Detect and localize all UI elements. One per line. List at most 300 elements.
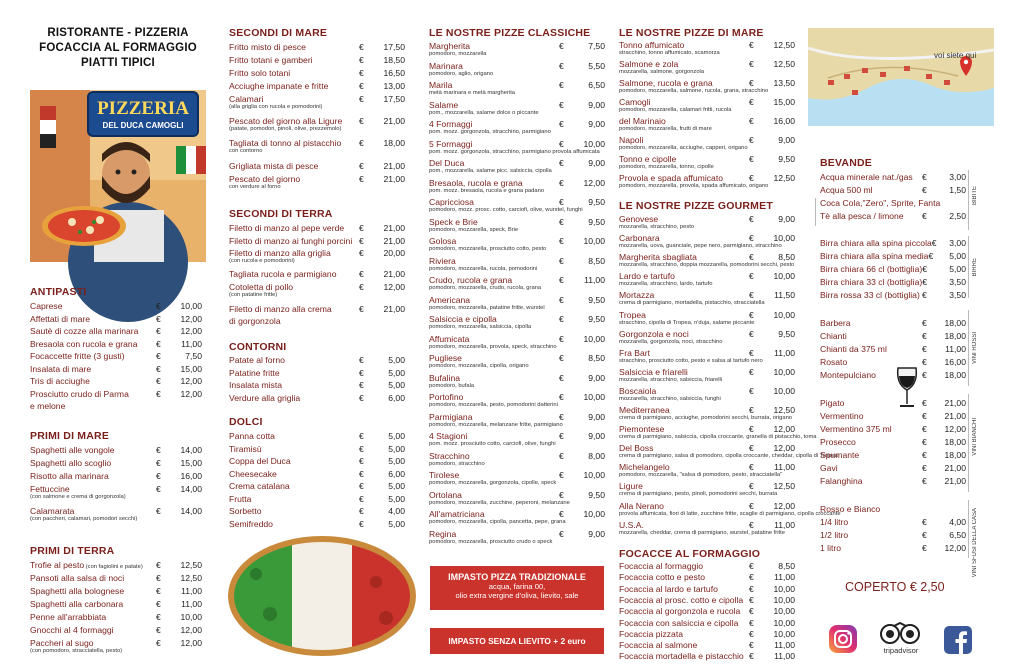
euro-sign: €	[749, 640, 754, 651]
secondo-mare-price: 18,50	[383, 55, 405, 65]
euro-sign: €	[559, 353, 564, 363]
antipasto-item	[30, 351, 202, 361]
primo-terra-item	[30, 612, 202, 622]
pizza-gourmet-name: U.S.A.	[619, 519, 644, 530]
primo-terra-name: Spaghetti alla bolognese	[30, 586, 125, 596]
secondo-mare-name: Pescato del giorno alla Ligure	[229, 116, 343, 126]
euro-sign: €	[922, 290, 927, 300]
euro-sign: €	[749, 583, 754, 594]
euro-sign: €	[359, 282, 364, 292]
pizza-classica-name: 4 Formaggi	[429, 119, 473, 129]
vino-casa-price: 12,00	[944, 543, 966, 553]
vino-bianco-item	[820, 437, 966, 447]
euro-sign: €	[559, 431, 564, 441]
pizza-mare-price: 12,50	[773, 59, 795, 69]
pizza-gourmet-item	[619, 348, 795, 358]
pizza-classica-description: pomodoro, mozzarella, melanzane fritte, parmigiano	[429, 421, 563, 428]
secondo-terra-item	[229, 236, 405, 246]
italian-pizza-illustration	[226, 534, 418, 658]
pizza-classica-price: 9,00	[588, 372, 605, 383]
pizza-gourmet-price: 12,50	[773, 481, 795, 492]
pizza-classica-item	[429, 80, 605, 90]
pizza-classica-price: 10,00	[583, 470, 605, 480]
dolce-item	[229, 431, 405, 441]
secondo-terra-price: 21,00	[383, 304, 405, 314]
vini-rossi-label: VINI ROSSI	[972, 332, 978, 365]
focaccia-name: Focaccia al formaggio	[619, 561, 704, 571]
pizza-mare-item	[619, 40, 795, 50]
focaccia-price: 10,00	[773, 594, 795, 605]
secondo-terra-name: Filetto di manzo alla griglia	[229, 248, 331, 258]
pizza-classica-description: pom., mozzarella, salame picc. salsiccia, cipolla	[429, 168, 552, 174]
focaccia-name: Focaccia al prosc. cotto e cipolla	[619, 594, 744, 605]
pizza-classica-name: 5 Formaggi	[429, 138, 473, 149]
euro-sign: €	[922, 370, 927, 380]
dolce-name: Frutta	[229, 493, 252, 504]
euro-sign: €	[749, 97, 754, 107]
secondo-mare-name: Fritto solo totani	[229, 68, 291, 78]
birra-item	[820, 251, 966, 261]
euro-sign: €	[922, 211, 927, 221]
pizza-gourmet-name: Lardo e tartufo	[619, 271, 675, 282]
pizza-classica-name: Marinara	[429, 60, 463, 71]
pizza-mare-name: Tonno e cipolle	[619, 154, 677, 164]
primo-terra-price: 12,00	[180, 625, 202, 635]
secondi-mare-title: SECONDI DI MARE	[229, 27, 328, 39]
primo-terra-inline-desc: (con fagiolini e patate)	[84, 564, 143, 570]
pizzeria-logo-illustration	[30, 90, 206, 262]
euro-sign: €	[559, 450, 564, 461]
vino-rosso-price: 18,00	[944, 331, 966, 341]
primo-mare-price: 14,00	[180, 506, 202, 516]
euro-sign: €	[559, 177, 564, 188]
pizza-gourmet-description: mozzarella, stracchino, salsiccia, funghi	[619, 395, 721, 402]
vino-bianco-item	[820, 411, 966, 421]
pizza-classica-price: 8,00	[588, 450, 605, 461]
pizza-classica-price: 10,00	[583, 236, 605, 246]
vino-casa-name: 1/4 litro	[820, 517, 849, 527]
pizza-gourmet-name: Mortazza	[619, 290, 655, 301]
vino-casa-price: 4,00	[949, 517, 966, 527]
euro-sign: €	[559, 158, 564, 168]
contorno-item	[229, 368, 405, 378]
contorno-price: 5,00	[388, 367, 405, 378]
impasto-senza-text: IMPASTO SENZA LIEVITO + 2 euro	[448, 636, 586, 646]
vino-rosso-price: 11,00	[945, 344, 966, 354]
euro-sign: €	[749, 519, 754, 530]
pizze-mare-title: LE NOSTRE PIZZE DI MARE	[619, 27, 764, 39]
focaccia-price: 10,00	[773, 606, 795, 617]
vino-casa-name: 1 litro	[820, 543, 842, 553]
pizza-classica-name: Salsiccia e cipolla	[429, 314, 497, 324]
euro-sign: €	[922, 331, 927, 341]
pizza-classica-description: pom. mozz. bresaola, rucola e grana padano	[429, 187, 545, 194]
dolci-title: DOLCI	[229, 416, 263, 428]
pizza-classica-name: Affumicata	[429, 333, 470, 344]
euro-sign: €	[749, 173, 754, 183]
euro-sign: €	[749, 424, 754, 435]
pizza-classica-price: 9,00	[588, 158, 605, 168]
euro-sign: €	[359, 367, 364, 378]
coca-cola-bracket	[815, 198, 816, 226]
pizza-gourmet-description: crema di parmigiano, pesto, pinoli, pomodorini secchi, burrata	[619, 491, 778, 498]
primo-terra-item	[30, 586, 202, 596]
pizza-classica-price: 9,00	[588, 528, 605, 539]
vino-casa-price: 6,50	[949, 530, 966, 540]
pizza-classica-item	[429, 178, 605, 188]
pizza-gourmet-item	[619, 462, 795, 472]
pizza-classica-price: 10,00	[583, 392, 605, 402]
pizza-classica-description: pom. mozz. prosciutto cotto, carciofi, olive, funghi	[429, 441, 556, 447]
pizza-classica-item	[429, 509, 605, 519]
euro-sign: €	[922, 411, 927, 421]
pizza-mare-price: 16,00	[773, 116, 795, 126]
antipasto-item	[30, 364, 202, 374]
pizza-classica-description: pomodoro, mozzarella, prosciutto crudo o speck	[429, 538, 553, 545]
pizza-mare-name: Salmone e zola	[619, 59, 679, 69]
euro-sign: €	[559, 236, 564, 246]
antipasto-item	[30, 301, 202, 311]
secondo-mare-item	[229, 42, 405, 52]
vino-bianco-name: Vermentino 375 ml	[820, 424, 892, 434]
vino-rosso-name: Chianti	[820, 331, 847, 341]
secondo-terra-name: Tagliata rucola e parmigiano	[229, 269, 337, 279]
pizza-mare-description: mozzarella, salmone, gorgonzola	[619, 69, 705, 75]
location-map	[808, 28, 994, 126]
primo-terra-price: 12,50	[180, 573, 202, 583]
euro-sign: €	[749, 233, 754, 244]
pizza-classica-price: 12,00	[583, 177, 605, 188]
euro-sign: €	[156, 471, 161, 481]
euro-sign: €	[922, 463, 927, 473]
birra-price: 3,50	[949, 277, 966, 287]
pizza-mare-description: pomodoro, mozzarella, frutti di mare	[619, 126, 712, 132]
primo-mare-price: 14,00	[180, 484, 202, 494]
header-line-3: PIATTI TIPICI	[81, 57, 155, 69]
secondo-terra-price: 20,00	[383, 248, 405, 258]
pizza-classica-description: pomodoro, stracchino	[429, 460, 485, 467]
vino-bianco-item	[820, 463, 966, 473]
facebook-icon[interactable]	[944, 626, 972, 654]
dolce-name: Semifreddo	[229, 518, 273, 529]
secondi-terra-title: SECONDI DI TERRA	[229, 208, 333, 220]
instagram-icon[interactable]	[828, 624, 858, 654]
pizza-classica-name: Margherita	[429, 41, 471, 51]
dolce-name: Coppa del Duca	[229, 456, 291, 466]
secondo-terra-description: (con rucola e pomodorini)	[229, 258, 295, 264]
antipasto-extra: e melone	[30, 401, 66, 411]
pizza-gourmet-price: 12,50	[773, 405, 795, 415]
pizza-gourmet-name: Piemontese	[619, 424, 665, 435]
pizza-gourmet-name: Genovese	[619, 214, 659, 224]
bevande-title: BEVANDE	[820, 157, 872, 169]
logo-subtitle: DEL DUCA CAMOGLI	[102, 121, 184, 130]
vino-rosso-item	[820, 318, 966, 328]
birra-name: Birra chiara alla spina piccola	[820, 238, 932, 248]
birra-name: Birra chiara 33 cl (bottiglia)	[820, 277, 923, 287]
focaccia-item	[619, 584, 795, 594]
euro-sign: €	[559, 99, 564, 110]
pizza-classica-description: pomodoro, aglio, origano	[429, 70, 494, 77]
casa-title-text: Rosso e Bianco	[820, 504, 881, 514]
euro-sign: €	[359, 55, 364, 65]
birra-price: 3,00	[949, 238, 966, 248]
euro-sign: €	[749, 328, 754, 339]
pizza-classica-name: Ortolana	[429, 489, 462, 500]
pizza-mare-description: pomodoro, mozzarella, acciughe, capperi, origano	[619, 145, 748, 151]
pizza-gourmet-item	[619, 424, 795, 434]
focaccia-name: Focaccia al lardo e tartufo	[619, 583, 718, 594]
primo-mare-price: 16,00	[180, 471, 202, 481]
pizza-classica-price: 9,50	[588, 294, 605, 305]
pizza-classica-item	[429, 275, 605, 285]
euro-sign: €	[922, 398, 927, 408]
secondo-mare-name: Grigliata mista di pesce	[229, 161, 319, 171]
euro-sign: €	[559, 197, 564, 207]
pizza-classica-item	[429, 158, 605, 168]
vino-bianco-price: 21,00	[944, 463, 966, 473]
dolce-price: 5,00	[388, 518, 405, 529]
pizza-mare-item	[619, 78, 795, 88]
secondo-terra-name: Filetto di manzo ai funghi porcini	[229, 236, 353, 246]
euro-sign: €	[359, 42, 364, 52]
bibite-divider	[968, 170, 969, 230]
bibite-label: BIBITE	[972, 186, 978, 206]
euro-sign: €	[749, 40, 754, 50]
impasto-senza-banner	[430, 628, 604, 654]
focaccia-item	[619, 595, 795, 605]
dolce-price: 5,00	[388, 443, 405, 454]
dolce-price: 5,00	[388, 481, 405, 491]
logo-title: PIZZERIA	[97, 98, 189, 119]
pizza-classica-price: 8,50	[588, 353, 605, 363]
pizza-classica-price: 9,50	[588, 489, 605, 500]
vino-bianco-item	[820, 476, 966, 486]
pizza-mare-name: del Marinaio	[619, 116, 666, 126]
antipasto-item	[30, 389, 202, 399]
secondo-mare-item	[229, 94, 405, 104]
euro-sign: €	[749, 78, 754, 88]
euro-sign: €	[359, 94, 364, 104]
euro-sign: €	[156, 625, 161, 635]
euro-sign: €	[749, 214, 754, 224]
pizza-gourmet-name: Michelangelo	[619, 462, 670, 473]
pizza-classica-price: 9,00	[588, 411, 605, 422]
euro-sign: €	[749, 594, 754, 605]
pizza-gourmet-item	[619, 481, 795, 491]
pizze-classiche-title: LE NOSTRE PIZZE CLASSICHE	[429, 27, 591, 39]
euro-sign: €	[559, 528, 564, 539]
pizza-gourmet-description: crema di parmigiano, salsiccia, cipolla croccante, granella di pistacchio, toma	[619, 434, 817, 441]
contorno-price: 5,00	[388, 380, 405, 390]
euro-sign: €	[559, 119, 564, 129]
euro-sign: €	[749, 271, 754, 282]
primo-mare-price: 15,00	[180, 458, 202, 468]
bibita-price	[946, 198, 966, 208]
pizza-gourmet-description: mozzarella, cheddar, crema di parmigiano, wurstel, patatine fritte	[619, 529, 785, 536]
pizza-classica-name: Portofino	[429, 392, 464, 402]
pizza-gourmet-item	[619, 310, 795, 320]
pizza-classica-description: pomodoro, mozzarella, speck, Brie	[429, 226, 519, 233]
pizza-mare-item	[619, 154, 795, 164]
pizza-mare-price: 13,50	[773, 78, 795, 88]
secondo-mare-price: 16,50	[383, 68, 405, 78]
euro-sign: €	[922, 264, 927, 274]
vino-rosso-item	[820, 331, 966, 341]
pizza-mare-price: 12,50	[773, 40, 795, 50]
pizza-classica-price: 8,50	[588, 255, 605, 266]
secondo-terra-price: 21,00	[383, 223, 405, 233]
secondo-mare-item	[229, 55, 405, 65]
euro-sign: €	[922, 517, 927, 527]
pizza-classica-name: Bresaola, rucola e grana	[429, 177, 523, 188]
pizza-gourmet-price: 10,00	[773, 385, 795, 396]
euro-sign: €	[359, 493, 364, 504]
pizza-gourmet-description: mozzarella, gorgonzola, noci, stracchino	[619, 338, 723, 345]
euro-sign: €	[359, 355, 364, 365]
vino-rosso-price: 16,00	[944, 357, 966, 367]
pizza-gourmet-price: 10,00	[773, 366, 795, 377]
dolce-item	[229, 444, 405, 454]
pizza-gourmet-description: crema di parmigiano, salsa di pomodoro, cipolla croccante, cheddar, cipolla di Tropea	[619, 453, 838, 460]
antipasto-price: 12,00	[180, 388, 202, 399]
contorno-name: Verdure alla griglia	[229, 392, 301, 403]
bianchi-divider	[968, 394, 969, 492]
impasto-banner	[430, 566, 604, 610]
impasto-line-2: olio extra vergine d'oliva, lievito, sale	[455, 591, 579, 600]
vino-rosso-price: 18,00	[944, 370, 966, 380]
euro-sign: €	[156, 338, 161, 349]
vini-bianchi-label: VINI BIANCHI	[972, 418, 978, 456]
pizza-mare-item	[619, 59, 795, 69]
pizza-classica-price: 10,00	[583, 509, 605, 519]
contorno-item	[229, 393, 405, 403]
pizza-gourmet-price: 11,50	[774, 290, 795, 301]
euro-sign: €	[559, 333, 564, 344]
dolce-name: Panna cotta	[229, 431, 275, 441]
vino-bianco-name: Vermentino	[820, 411, 864, 421]
euro-sign: €	[749, 366, 754, 377]
pizza-classica-item	[429, 431, 605, 441]
primo-terra-price: 10,00	[180, 612, 202, 622]
pizza-gourmet-item	[619, 233, 795, 243]
vino-bianco-price: 21,00	[944, 398, 966, 408]
dolce-name: Cheesecake	[229, 468, 277, 479]
header-line-1: RISTORANTE - PIZZERIA	[47, 27, 189, 39]
dolce-item	[229, 494, 405, 504]
primi-terra-title: PRIMI DI TERRA	[30, 545, 115, 557]
focaccia-name: Focaccia al salmone	[619, 640, 698, 651]
antipasto-name: Tris di acciughe	[30, 376, 90, 386]
pizza-mare-description: pomodoro, mozzarella, provola, spada affumicato, origano	[619, 183, 769, 189]
pizza-gourmet-item	[619, 214, 795, 224]
birra-name: Birra chiara alla spina media	[820, 251, 929, 261]
pizza-gourmet-price: 9,50	[778, 328, 795, 339]
pizza-classica-name: Crudo, rucola e grana	[429, 275, 513, 285]
euro-sign: €	[749, 606, 754, 617]
bibita-item	[820, 198, 966, 208]
pizza-classica-name: Tirolese	[429, 470, 460, 480]
pizza-gourmet-item	[619, 386, 795, 396]
secondo-terra-item	[229, 282, 405, 292]
pizza-classica-item	[429, 197, 605, 207]
pizza-gourmet-price: 9,00	[778, 214, 795, 224]
pizza-classica-price: 11,00	[584, 275, 605, 285]
dolce-item	[229, 456, 405, 466]
pizza-classica-item	[429, 295, 605, 305]
dolce-item	[229, 506, 405, 516]
euro-sign: €	[156, 445, 161, 455]
pizza-classica-item	[429, 217, 605, 227]
antipasto-name: Insalata di mare	[30, 363, 92, 374]
primo-terra-name: Penne all'arrabbiata	[30, 612, 107, 622]
primo-terra-name: Trofie al pesto (con fagiolini e patate)	[30, 560, 143, 570]
euro-sign: €	[559, 372, 564, 383]
pizza-gourmet-price: 11,00	[774, 519, 795, 530]
pizza-classica-description: pom. mozz. gorgonzola, stracchino, parmigiano	[429, 129, 551, 135]
secondo-terra-price: 12,00	[383, 282, 405, 292]
vino-casa-item	[820, 517, 966, 527]
bibita-price: 2,50	[949, 211, 966, 221]
pizza-gourmet-item	[619, 520, 795, 530]
contorni-title: CONTORNI	[229, 341, 287, 353]
antipasto-name: Focaccette fritte (3 gusti)	[30, 351, 125, 361]
secondo-terra-name: Cotoletta di pollo	[229, 282, 294, 292]
euro-sign: €	[156, 586, 161, 596]
pizza-gourmet-name: Margherita sbagliata	[619, 252, 697, 263]
pizza-gourmet-description: mozzarella, stracchino, lardo, tartufo	[619, 281, 713, 288]
secondo-mare-name: Pescato del giorno	[229, 174, 301, 184]
pizza-classica-description: pomodoro, mozzarella, crudo, rucola, grana	[429, 285, 542, 291]
euro-sign: €	[922, 450, 927, 460]
pizza-mare-name: Camogli	[619, 97, 651, 107]
euro-sign: €	[749, 481, 754, 492]
euro-sign: €	[156, 458, 161, 468]
pizza-gourmet-item	[619, 252, 795, 262]
euro-sign: €	[749, 135, 754, 145]
euro-sign: €	[749, 347, 754, 358]
euro-sign: €	[559, 411, 564, 422]
impasto-title: IMPASTO PIZZA TRADIZIONALE	[448, 572, 586, 582]
euro-sign: €	[559, 314, 564, 324]
casa-divider	[968, 500, 969, 558]
secondo-mare-price: 21,00	[383, 116, 405, 126]
pizza-classica-item	[429, 392, 605, 402]
pizza-mare-description: pomodoro, mozzarella, salmone, rucola, grana, stracchino	[619, 88, 769, 94]
bibita-name: Acqua 500 ml	[820, 185, 873, 195]
contorno-name: Insalata mista	[229, 380, 283, 390]
pizza-gourmet-price: 8,50	[778, 252, 795, 263]
dolce-item	[229, 481, 405, 491]
vino-casa-item	[820, 543, 966, 553]
pizza-mare-description: pomodoro, mozzarella, tonno, cipolle	[619, 164, 714, 170]
pizza-mare-name: Tonno affumicato	[619, 40, 685, 50]
secondo-mare-item	[229, 138, 405, 148]
euro-sign: €	[559, 275, 564, 285]
pizza-classica-description: pomodoro, bufala	[429, 382, 475, 389]
pizza-classica-description: pomodoro, mozzarella, provola, speck, stracchino	[429, 343, 557, 350]
tripadvisor-icon[interactable]	[878, 622, 922, 646]
pizza-classica-name: Regina	[429, 528, 457, 539]
contorno-price: 6,00	[388, 392, 405, 403]
birra-item	[820, 290, 966, 300]
antipasto-name: Affettati di mare	[30, 313, 91, 324]
primo-mare-item	[30, 506, 202, 516]
pizza-classica-item	[429, 470, 605, 480]
euro-sign: €	[559, 41, 564, 51]
pizza-gourmet-name: Tropea	[619, 309, 646, 320]
pizza-gourmet-price: 12,00	[773, 424, 795, 435]
